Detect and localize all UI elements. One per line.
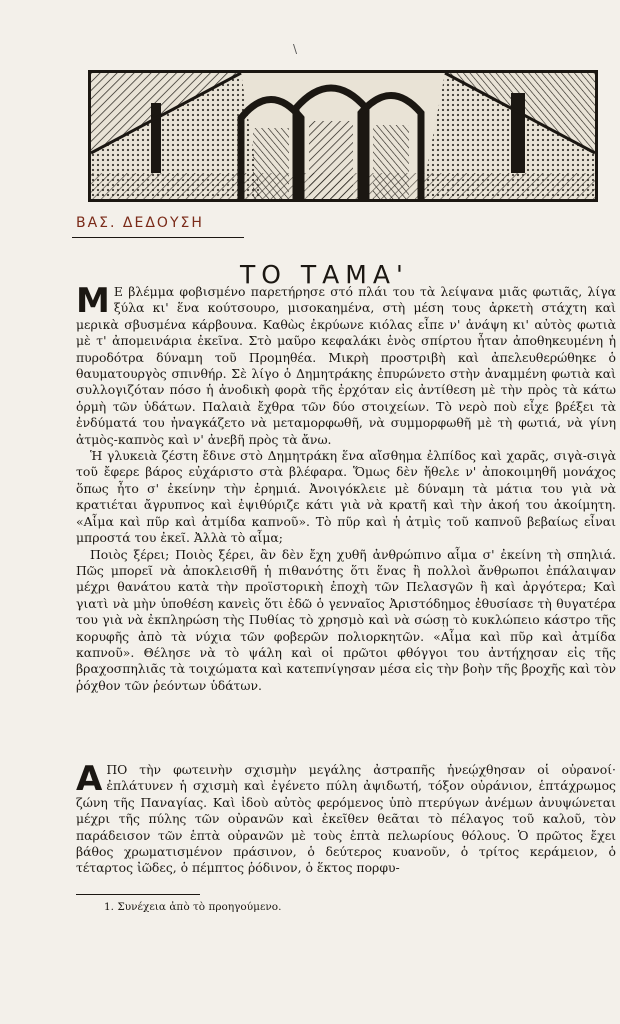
drop-cap: Α <box>76 759 103 799</box>
footnote: 1. Συνέχεια ἀπὸ τὸ προηγούμενο. <box>104 901 282 913</box>
paragraph: Ποιὸς ξέρει; Ποιὸς ξέρει, ἂν δὲν ἔχη χυθῆ ἀνθρώπινο αἷμα σ' ἐκείνη τὴ σπηλιά. Πῶς μπορεῖ νὰ ἀποκλεισθῆ ἡ πιθανότης ὅτι ἕνας ἢ πολλοὶ ἄνθρωποι ἐπάλαιψαν μέχρι θανάτου κατὰ τὴν προϊστορικὴ ἐποχὴ τῶν Πελασγῶν ἢ καὶ ἀργότερα; Καὶ γιατὶ νὰ μὴν ὑποθέση κανεὶς ὅτι ἐδῶ ὁ γενναῖος Ἀριστόδημος ἐθυσίασε τὴ θυγατέρα του γιὰ νὰ ἐκπληρώση τὴς Πυθίας τὸ χρησμὸ καὶ νὰ σώσῃ τὸ κυκλώπειο κάστρο τῆς κορυφῆς ἀπὸ τὰ νύχια τῶν φοβερῶν πολιορκητῶν. «Αἷμα καὶ πῦρ καὶ ἀτμίδα καπνοῦ». Θέλησε νὰ τὸ ψάλη καὶ οἱ πρῶτοι φθόγγοι του ἀντήχησαν εἰς τῆς βραχοσπηλιᾶς τὰ τοιχώματα καὶ κατεπνίγησαν μέσα εἰς τὴν βοὴν τῆς βροχῆς καὶ τὸν ῥόχθον τῶν ῥεόντων ὑδάτων. <box>76 546 616 693</box>
ruins-illustration <box>91 73 595 199</box>
footnote-rule <box>76 894 200 895</box>
paragraph-text: Ε βλέμμα φοβισμένο παρετήρησε στό πλάι του τὰ λείψανα μιᾶς φωτιᾶς, λίγα ξύλα κι' ἕνα κούτσουρο, μισοκαημένα, στὴ μέση τους ἀρκετὴ στάχτη καὶ μερικὰ σβυσμένα κάρβουνα. Καθὼς ἐκρύωνε κιόλας εἶπε ν' ἀνάψη κι' αὐτὸς φωτιὰ μὲ τ' ἀπομεινάρια ἐκεῖνα. Στὸ μαῦρο κεφαλάκι ἑνὸς σπίρτου ἦταν ἀποθηκευμένη ἡ πυροδότρα δύναμη τοῦ Προμηθέα. Μικρὴ προστριβὴ καὶ ἀπελευθερώθηκε ὁ θαυματουργὸς σπινθήρ. Σὲ λίγο ὁ Δημητράκης ἐπυρώνετο στὴν ἀναμμένη φωτιὰ καὶ συλλογιζόταν πόσο ἡ ἀνοδικὴ φορὰ τῆς ἐρχόταν εἰς ἀντίθεση μὲ τὴν πρὸς τὰ κάτω ὁρμὴ τῶν ὑδάτων. Παλαιὰ ἔχθρα τῶν δύο στοιχείων. Τὸ νερὸ ποὺ εἶχε βρέξει τὰ ἐνδύματά του ἠναγκάζετο νὰ μεταμορφωθῆ, νὰ συμμορφωθῆ μὲ τὴ φωτιά, νὰ γίνη ἀτμὸς-καπνὸς καὶ ν' ἀνεβῆ πρὸς τὰ ἄνω. <box>76 284 616 447</box>
paragraph <box>76 759 616 877</box>
body-section-2 <box>76 759 616 877</box>
author-name: ΒΑΣ. ΔΕΔΟΥΣΗ <box>76 215 204 231</box>
author-underline <box>72 237 244 238</box>
scan-mark: \ <box>293 42 298 56</box>
paragraph <box>76 281 616 448</box>
article-title: ΤΟ ΤΑΜΑ' <box>240 259 409 289</box>
illustration-banner <box>88 70 598 202</box>
paragraph: Ἡ γλυκειὰ ζέστη ἔδινε στὸ Δημητράκη ἕνα αἴσθημα ἐλπίδος καὶ χαρᾶς, σιγὰ-σιγὰ τοῦ ἔφερε βάρος εὐχάριστο στὰ βλέφαρα. Ὅμως δὲν ἤθελε ν' ἀποκοιμηθῆ μονάχος ὅπως ἦτο σ' ἐκείνην τὴν ἐρημιά. Ἀνοιγόκλειε μὲ δύναμη τὰ μάτια του γιὰ νὰ κρατιέται ἄγρυπνος καὶ ἐψιθύριζε κάτι γιὰ νὰ κρατῆ καὶ τὴν ἀκοή του ἀκοίμητη. «Αἷμα καὶ πῦρ καὶ ἀτμίδα καπνοῦ». Τὸ πῦρ καὶ ἡ ἀτμὶς τοῦ καπνοῦ βεβαίως εἶναι μπροστά του ἐκεῖ. Ἀλλὰ τὸ αἷμα; <box>76 448 616 546</box>
drop-cap: Μ <box>76 281 110 321</box>
paragraph-text: ΠΟ τὴν φωτεινὴν σχισμὴν μεγάλης ἀστραπῆς ἠνεῴχθησαν οἱ οὐρανοί· ἐπλάτυνεν ἡ σχισμὴ καὶ ἐγένετο πύλη ἀψιδωτή, τόξον οὐράνιον, ἑπτάχρωμος ζώνη τῆς Παναγίας. Καὶ ἰδοὺ αὐτὸς φερόμενος ὑπὸ πτερύγων ἀνέμων ἀνυψώνεται μέχρι τῆς πύλης τῶν οὐρανῶν καὶ ἐκεῖθεν θεᾶται τὸ πέλαγος τοῦ καλοῦ, τὸν παράδεισον τῶν ἑπτὰ οὐρανῶν μὲ τοὺς ἑπτὰ πελωρίους θόλους. Ὁ πρῶτος ἔχει βάθος χρωματισμένον πράσινον, ὁ δεύτερος κυανοῦν, ὁ τρίτος κεράμειον, ὁ τέταρτος ἰῶδες, ὁ πέμπτος ῥόδινον, ὁ ἕκτος πορφυ- <box>76 762 616 876</box>
body-section-1 <box>76 281 616 694</box>
